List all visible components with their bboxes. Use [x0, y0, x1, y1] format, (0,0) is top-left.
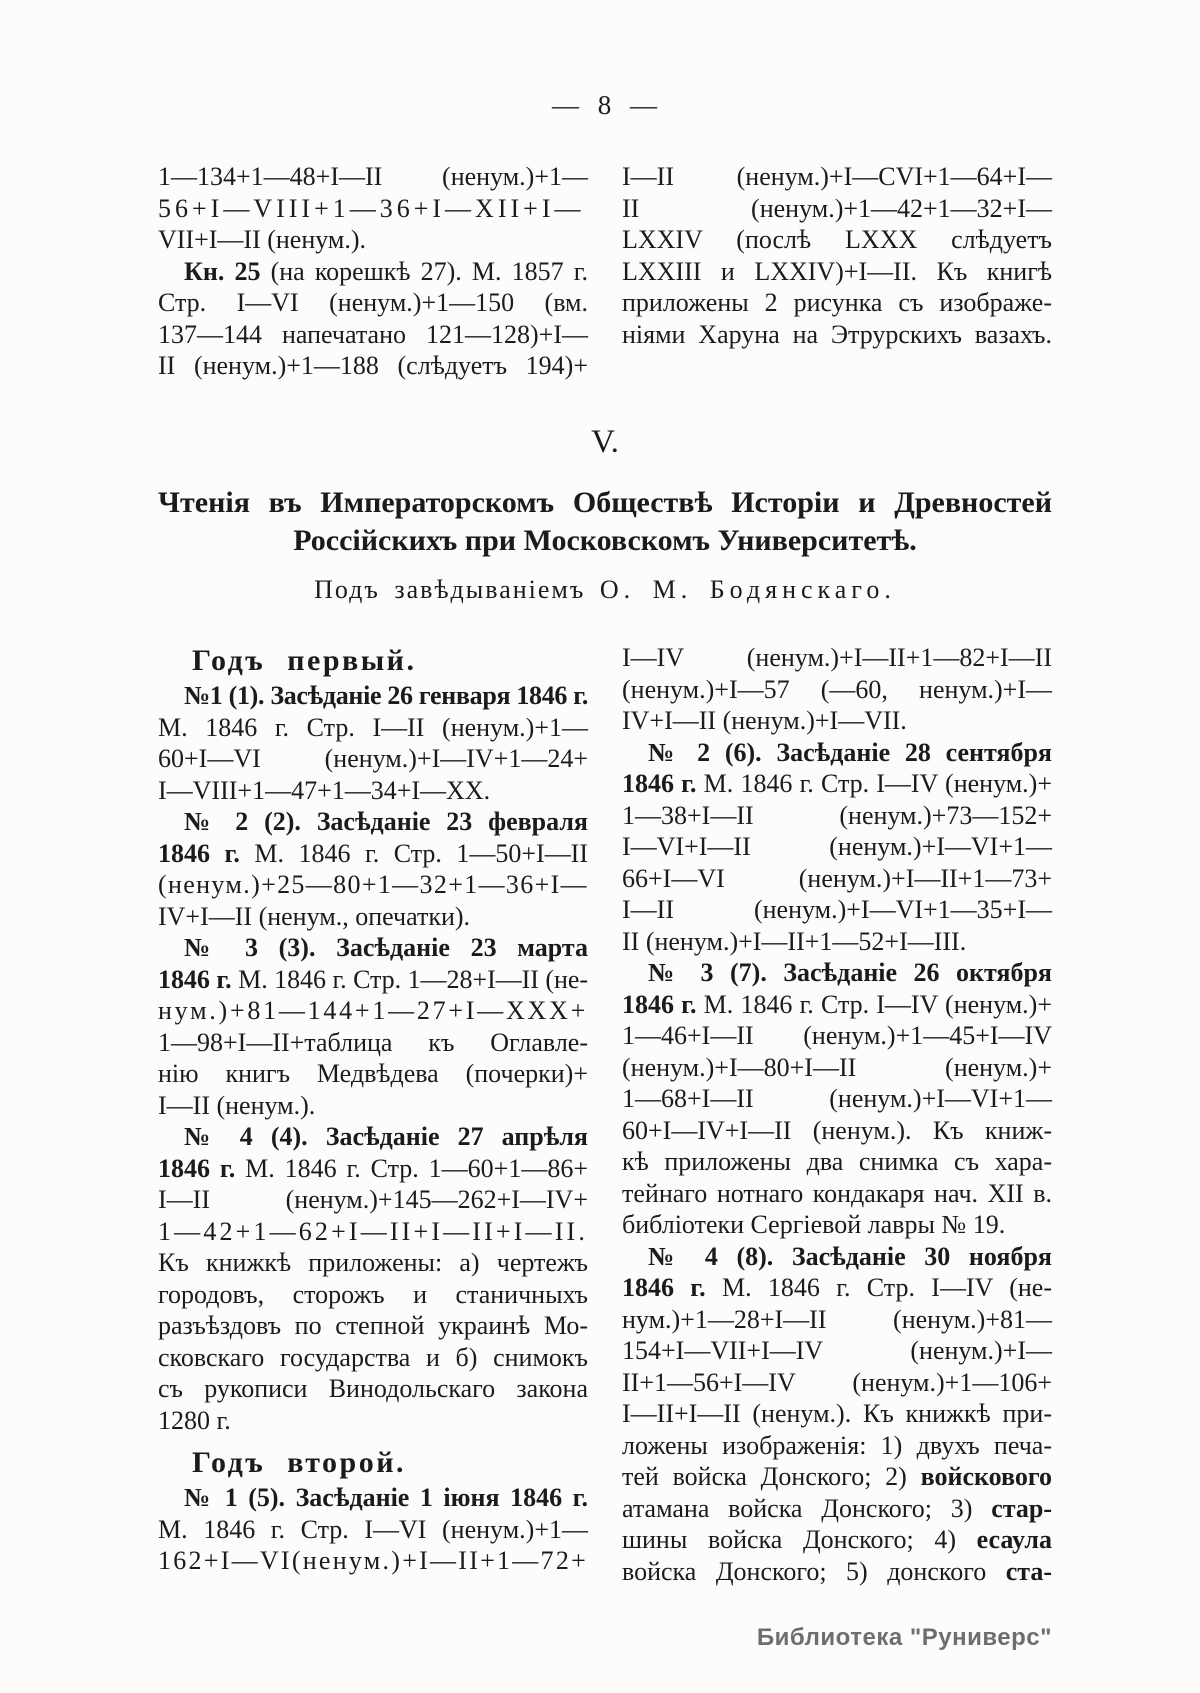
- text-segment: ложены изображенія: 1) двухъ печа-: [622, 1430, 1052, 1460]
- text-line: [622, 705, 1052, 737]
- text-line: [622, 674, 1052, 706]
- text-line: [622, 1461, 1052, 1493]
- subtitle-editor-name: О. М. Бодянскаго.: [599, 575, 896, 604]
- bold-text-segment: № 3 (3). Засѣданіе 23 марта: [184, 933, 588, 962]
- text-line: [158, 901, 588, 933]
- text-segment: I—VI+I—II (ненум.)+I—VI+1—: [622, 832, 1052, 861]
- text-segment: 1—134+1—48+I—II (ненум.)+1—: [158, 162, 588, 191]
- text-segment: разъѣздовъ по степной украинѣ Мо-: [158, 1311, 588, 1340]
- top-continuation-section: [158, 161, 1052, 382]
- text-segment: нум.)+1—28+I—II (ненум.)+81—: [622, 1304, 1052, 1334]
- bold-text-segment: 1846 г.: [622, 769, 697, 798]
- text-line: [622, 1556, 1052, 1588]
- bold-text-segment: № 3 (7). Засѣданіе 26 октября: [648, 958, 1052, 987]
- text-line: [622, 894, 1052, 926]
- text-segment: Стр. I—VI (ненум.)+1—150 (вм.: [158, 288, 588, 317]
- text-line: [158, 1373, 588, 1405]
- text-line: [622, 737, 1052, 769]
- text-line: [158, 1279, 588, 1311]
- text-segment: 1280 г.: [158, 1405, 231, 1435]
- text-segment: нію книгъ Медвѣдева (почерки)+: [158, 1059, 588, 1088]
- text-line: [158, 1027, 588, 1059]
- text-segment: войска Донского; 5) донского: [622, 1556, 1006, 1586]
- text-segment: приложены 2 рисунка съ изображе-: [622, 288, 1052, 317]
- bold-text-segment: № 4 (4). Засѣданіе 27 апрѣля: [184, 1122, 588, 1151]
- bold-text-segment: 1846 г.: [622, 1273, 706, 1302]
- text-segment: II (ненум.)+I—II+1—52+I—III.: [622, 926, 967, 956]
- text-line: [622, 863, 1052, 895]
- text-segment: тей войска Донского; 2): [622, 1462, 921, 1491]
- top-left-column: [158, 161, 588, 382]
- text-line: [158, 287, 588, 319]
- text-line: [158, 1482, 588, 1514]
- text-segment: 154+I—VII+I—IV (ненум.)+I—: [622, 1336, 1052, 1365]
- text-segment: кѣ приложены два снимка съ хара-: [622, 1147, 1052, 1176]
- text-line: [622, 1367, 1052, 1399]
- section-numeral: V.: [591, 424, 619, 460]
- page-number: — 8 —: [552, 90, 658, 120]
- text-segment: 66+I—VI (ненум.)+I—II+1—73+: [622, 863, 1052, 893]
- text-segment: LXXIII и LXXIV)+I—II. Къ книгѣ: [622, 256, 1052, 286]
- text-segment: атамана войска Донского; 3): [622, 1493, 992, 1523]
- section-title: [158, 484, 1052, 560]
- text-line: [158, 1090, 588, 1122]
- text-line: [622, 319, 1052, 351]
- main-right-column: [622, 642, 1052, 1587]
- text-line: [158, 319, 588, 351]
- text-line: [158, 193, 588, 225]
- text-line: [622, 800, 1052, 832]
- text-segment: сковскаго государства и б) снимокъ: [158, 1342, 588, 1372]
- text-segment: съ рукописи Винодольскаго закона: [158, 1374, 588, 1403]
- bold-text-segment: ста-: [1005, 1556, 1052, 1586]
- text-line: [158, 1247, 588, 1279]
- text-line: [622, 1493, 1052, 1525]
- text-line: [158, 743, 588, 775]
- text-segment: I—II+I—II (ненум.). Къ книжкѣ при-: [622, 1399, 1052, 1428]
- text-line: [158, 1153, 588, 1185]
- text-segment: М. 1846 г. Стр. I—IV (не-: [705, 1273, 1052, 1302]
- text-segment: 60+I—IV+I—II (ненум.). Къ книж-: [622, 1115, 1052, 1145]
- section-subtitle: [158, 575, 1052, 605]
- text-segment: библіотеки Сергіевой лавры № 19.: [622, 1210, 1006, 1239]
- text-segment: ніями Харуна на Этрурскихъ вазахъ.: [622, 319, 1052, 349]
- text-segment: 1—42+1—62+I—II+I—II+I—II.: [158, 1216, 588, 1246]
- text-segment: I—II (ненум.)+I—VI+1—35+I—: [622, 895, 1052, 924]
- text-line: [622, 768, 1052, 800]
- text-segment: 162+I—VI(ненум.)+I—II+1—72+: [158, 1546, 588, 1575]
- text-line: [622, 256, 1052, 288]
- text-line: [622, 1304, 1052, 1336]
- text-segment: шины войска Донского; 4): [622, 1525, 977, 1554]
- text-segment: 1—38+I—II (ненум.)+73—152+: [622, 800, 1052, 830]
- text-line: [158, 1405, 588, 1437]
- text-line: [622, 1209, 1052, 1241]
- year-heading: Годъ первый.: [192, 644, 417, 677]
- text-segment: нум.)+81—144+1—27+I—XXX+: [158, 996, 588, 1025]
- text-segment: городовъ, сторожъ и станичныхъ: [158, 1279, 588, 1309]
- text-line: [622, 193, 1052, 225]
- bold-text-segment: 1846 г.: [158, 838, 240, 868]
- runivers-library-watermark: Библиотека "Руниверс": [756, 1624, 1052, 1651]
- bold-text-segment: 1846 г.: [158, 1153, 236, 1183]
- bold-text-segment: № 2 (6). Засѣданіе 28 сентября: [648, 737, 1052, 767]
- text-segment: 1—68+I—II (ненум.)+I—VI+1—: [622, 1084, 1052, 1113]
- text-segment: Къ книжкѣ приложены: а) чертежъ: [158, 1248, 588, 1277]
- text-line: [622, 1115, 1052, 1147]
- text-line: [158, 1184, 588, 1216]
- text-line: [622, 1083, 1052, 1115]
- subtitle-prefix: Подъ завѣдываніемъ: [314, 575, 600, 604]
- text-segment: I—IV (ненум.)+I—II+1—82+I—II: [622, 643, 1052, 672]
- text-line: [622, 1398, 1052, 1430]
- text-segment: I—II (ненум.).: [158, 1090, 316, 1120]
- text-segment: 60+I—VI (ненум.)+I—IV+1—24+: [158, 744, 588, 773]
- bold-text-segment: есаула: [976, 1525, 1052, 1554]
- text-segment: М. 1846 г. Стр. 1—50+I—II: [239, 838, 589, 868]
- text-line: [158, 161, 588, 193]
- text-line: [622, 224, 1052, 256]
- text-line: [158, 712, 588, 744]
- text-line: [622, 287, 1052, 319]
- text-segment: (ненум.)+I—80+I—II (ненум.)+: [622, 1052, 1052, 1082]
- text-segment: 56+I—VIII+1—36+I—XII+I—: [158, 193, 585, 223]
- bold-text-segment: Кн. 25: [184, 256, 261, 286]
- text-line: [158, 1514, 588, 1546]
- text-line: [622, 1146, 1052, 1178]
- text-segment: I—VIII+1—47+1—34+I—XX.: [158, 775, 491, 805]
- text-line: [622, 957, 1052, 989]
- text-line: [158, 869, 588, 901]
- text-line: [158, 256, 588, 288]
- text-line: [622, 1178, 1052, 1210]
- text-segment: IV+I—II (ненум., опечатки).: [158, 901, 471, 931]
- bold-text-segment: 1846 г.: [622, 989, 697, 1019]
- text-line: [158, 1216, 588, 1248]
- text-line: [622, 1524, 1052, 1556]
- bold-text-segment: № 2 (2). Засѣданіе 23 февраля: [184, 807, 588, 836]
- main-left-column: [158, 642, 588, 1587]
- bold-text-segment: 1846 г.: [158, 964, 232, 994]
- text-segment: М. 1846 г. Стр. I—VI (ненум.)+1—: [158, 1514, 588, 1544]
- text-segment: I—II (ненум.)+145—262+I—IV+: [158, 1185, 588, 1214]
- section-title-line1: Чтенія въ Императорскомъ Обществѣ Исторіи и Древностей: [158, 486, 1052, 519]
- text-line: [622, 926, 1052, 958]
- bold-text-segment: войскового: [920, 1462, 1052, 1491]
- text-line: [158, 806, 588, 838]
- text-line: [622, 161, 1052, 193]
- text-segment: II+1—56+I—IV (ненум.)+1—106+: [622, 1367, 1052, 1397]
- text-line: [622, 1052, 1052, 1084]
- text-line: [158, 1310, 588, 1342]
- text-segment: М. 1846 г. Стр. I—II (ненум.)+1—: [158, 712, 588, 742]
- text-segment: LXXIV (послѣ LXXX слѣдуетъ: [622, 225, 1052, 254]
- text-line: [158, 838, 588, 870]
- bold-text-segment: стар-: [991, 1493, 1052, 1523]
- text-line: [158, 932, 588, 964]
- text-line: [622, 1272, 1052, 1304]
- top-right-column: [622, 161, 1052, 382]
- text-line: [158, 995, 588, 1027]
- text-line: [622, 1430, 1052, 1462]
- bold-text-segment: № 4 (8). Засѣданіе 30 ноября: [648, 1241, 1052, 1271]
- text-segment: (на корешкѣ 27). М. 1857 г.: [260, 256, 588, 286]
- text-segment: VII+I—II (ненум.).: [158, 225, 367, 254]
- text-line: [158, 1058, 588, 1090]
- text-line: [158, 1121, 588, 1153]
- text-line: [158, 350, 588, 382]
- text-segment: тейнаго нотнаго кондакаря нач. XII в.: [622, 1178, 1052, 1208]
- text-line: [158, 224, 588, 256]
- text-segment: М. 1846 г. Стр. 1—60+1—86+: [235, 1153, 589, 1183]
- text-segment: II (ненум.)+1—188 (слѣдуетъ 194)+: [158, 351, 588, 380]
- text-segment: IV+I—II (ненум.)+I—VII.: [622, 706, 907, 735]
- text-segment: 137—144 напечатано 121—128)+I—: [158, 319, 588, 349]
- text-line: [158, 680, 588, 712]
- text-line: [622, 1335, 1052, 1367]
- text-segment: М. 1846 г. Стр. 1—28+I—II (не-: [231, 964, 589, 994]
- text-line: [622, 1241, 1052, 1273]
- text-line: [158, 1545, 588, 1577]
- text-line: [622, 831, 1052, 863]
- text-segment: I—II (ненум.)+I—CVI+1—64+I—: [622, 162, 1052, 191]
- text-line: [158, 1342, 588, 1374]
- main-text-section: [158, 642, 1052, 1587]
- bold-text-segment: №1 (1). Засѣданіе 26 генваря 1846 г.: [184, 681, 588, 710]
- section-title-line2: Россійскихъ при Московскомъ Университетѣ.: [293, 524, 917, 557]
- text-segment: II (ненум.)+1—42+1—32+I—: [622, 193, 1052, 223]
- text-segment: 1—98+I—II+таблица къ Оглавле-: [158, 1027, 588, 1057]
- text-segment: 1—46+I—II (ненум.)+1—45+I—IV: [622, 1021, 1052, 1050]
- text-segment: М. 1846 г. Стр. I—IV (ненум.)+: [696, 989, 1052, 1019]
- bold-text-segment: № 1 (5). Засѣданіе 1 іюня 1846 г.: [184, 1483, 588, 1512]
- year-heading: Годъ второй.: [192, 1446, 407, 1479]
- text-segment: (ненум.)+25—80+1—32+1—36+I—: [158, 870, 588, 899]
- text-segment: М. 1846 г. Стр. I—IV (ненум.)+: [696, 769, 1052, 798]
- text-line: [158, 964, 588, 996]
- text-line: [622, 642, 1052, 674]
- text-segment: (ненум.)+I—57 (—60, ненум.)+I—: [622, 674, 1052, 704]
- text-line: [622, 989, 1052, 1021]
- text-line: [622, 1020, 1052, 1052]
- text-line: [158, 775, 588, 807]
